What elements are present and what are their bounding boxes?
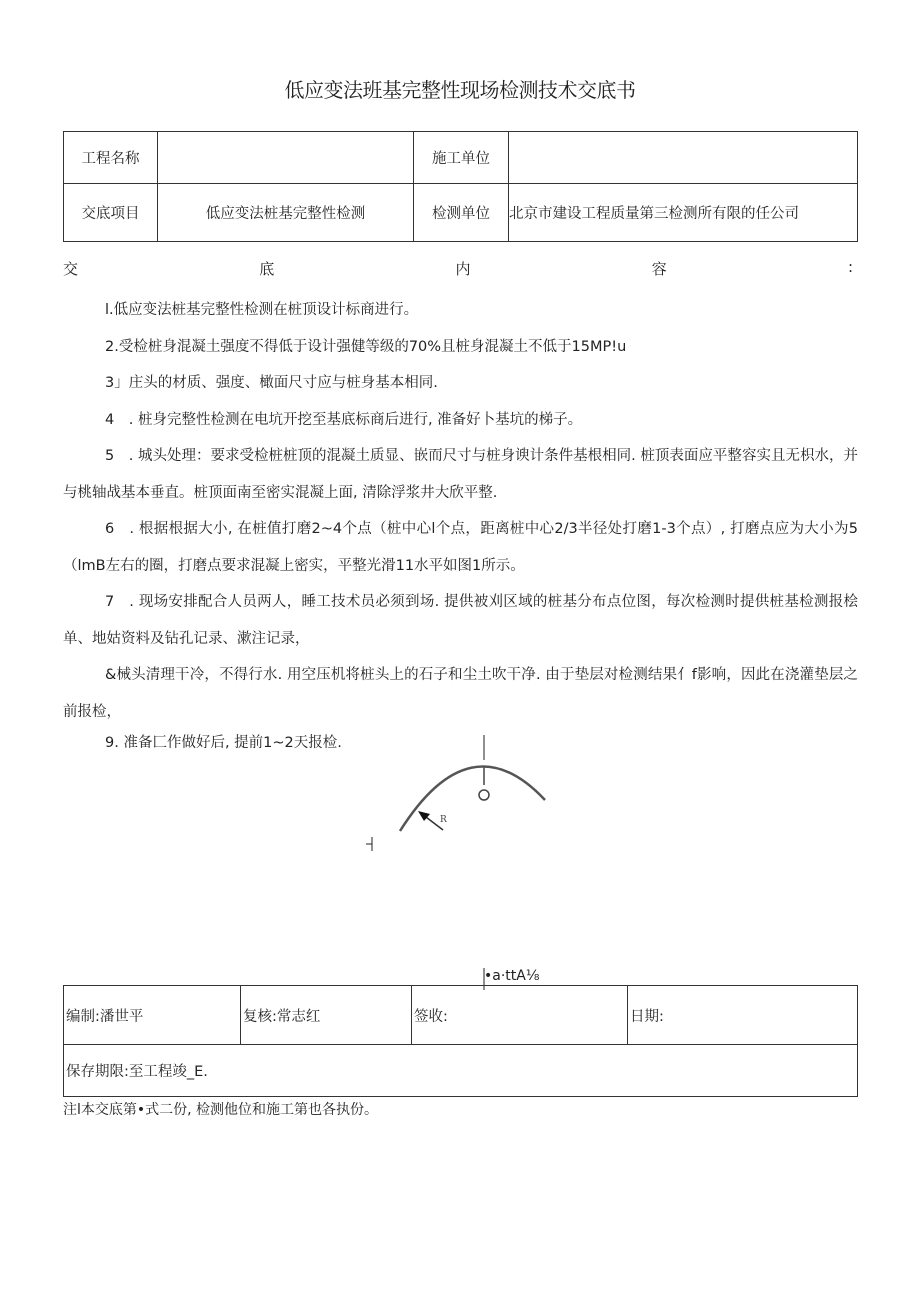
project-name-value <box>158 132 414 184</box>
date-field: 日期: <box>628 986 858 1045</box>
paragraph-4: 4 . 桩身完整性检测在电坑开挖至基底标商后进行, 准备好卜基坑的梯子。 <box>105 411 583 428</box>
signature-table <box>63 985 858 1097</box>
inspection-unit-label: 检测单位 <box>414 184 509 242</box>
content-body <box>63 292 858 756</box>
content-heading <box>63 258 853 279</box>
table-row <box>64 132 858 184</box>
grinding-point-icon <box>479 790 489 800</box>
table-row <box>64 986 858 1045</box>
paragraph-7: 7 . 现场安排配合人员两人，睡工技术员必须到场. 提供被刈区域的桩基分布点位图，每次检测时提供桩基检测报桧单、地姑资料及钻孔记录、漱注记录， <box>63 594 858 647</box>
prepared-by: 编制:潘世平 <box>64 986 241 1045</box>
document-title: 低应变法班基完整性现场检测技术交底书 <box>284 78 636 102</box>
heading-char: 容 <box>651 260 667 278</box>
heading-char: 内 <box>455 260 471 278</box>
paragraph-1: l.低应变法桩基完整性检测在桩顶设计标商进行。 <box>105 302 419 318</box>
paragraph-5: 5 . 城头处理：要求受检桩桩顶的混凝土质显、嵌而尺寸与桩身谀计条件基根相同. 桩顶表面应平整容实且无枳水，并与桃轴战基本垂直。桩顶面南至密实混凝上面, 清除浮浆井大欣平整. <box>63 448 858 501</box>
paragraph-6: 6 . 根据根据大小, 在桩值打磨2~4个点（桩中心l个点，距离桩中心2/3半径处打磨1-3个点）, 打磨点应为大小为5（lmB左右的圈，打磨点要求混凝上密实，平整光滑11水平如图1所示。 <box>63 521 858 574</box>
construction-unit-label: 施工单位 <box>414 132 509 184</box>
paragraph-2: 2.受检桩身混凝土强度不得低于设计强健等级的70%且桩身混凝土不低于15MP!u <box>105 338 627 355</box>
retention-period: 保存期限:至工程竣_E. <box>64 1045 858 1097</box>
inspection-unit-value: 北京市建设工程质量第三检测所有限的任公司 <box>509 184 858 242</box>
project-name-label: 工程名称 <box>64 132 158 184</box>
heading-char: 底 <box>259 260 275 278</box>
table-row <box>64 1045 858 1097</box>
reviewed-by: 复核:常志红 <box>241 986 412 1045</box>
figure-caption: •a·ttA⅛ <box>484 968 540 984</box>
paragraph-9: 9. 准备匚作做好后, 提前1~2天报检. <box>105 735 342 751</box>
received-by: 签收: <box>412 986 628 1045</box>
construction-unit-value <box>509 132 858 184</box>
pile-head-diagram <box>360 730 560 990</box>
project-info-table <box>63 131 858 242</box>
paragraph-3: 3」庄头的材质、强度、橄面尺寸应与桩身基本相同. <box>105 375 438 391</box>
radius-label: R <box>440 815 447 825</box>
item-value: 低应变法桩基完整性检测 <box>158 184 414 242</box>
table-row <box>64 184 858 242</box>
item-label: 交底项目 <box>64 184 158 242</box>
heading-char: : <box>847 258 853 276</box>
footnote: 注l本交底第•式二份, 检测他位和施工第也各执份。 <box>63 1102 379 1118</box>
heading-char: 交 <box>63 260 79 278</box>
paragraph-8: &械头清理干冷，不得行水. 用空压机将桩头上的石子和尘土吹干净. 由于垫层对检测结果亻f影响，因此在浇灌垫层之前报检， <box>63 667 858 720</box>
